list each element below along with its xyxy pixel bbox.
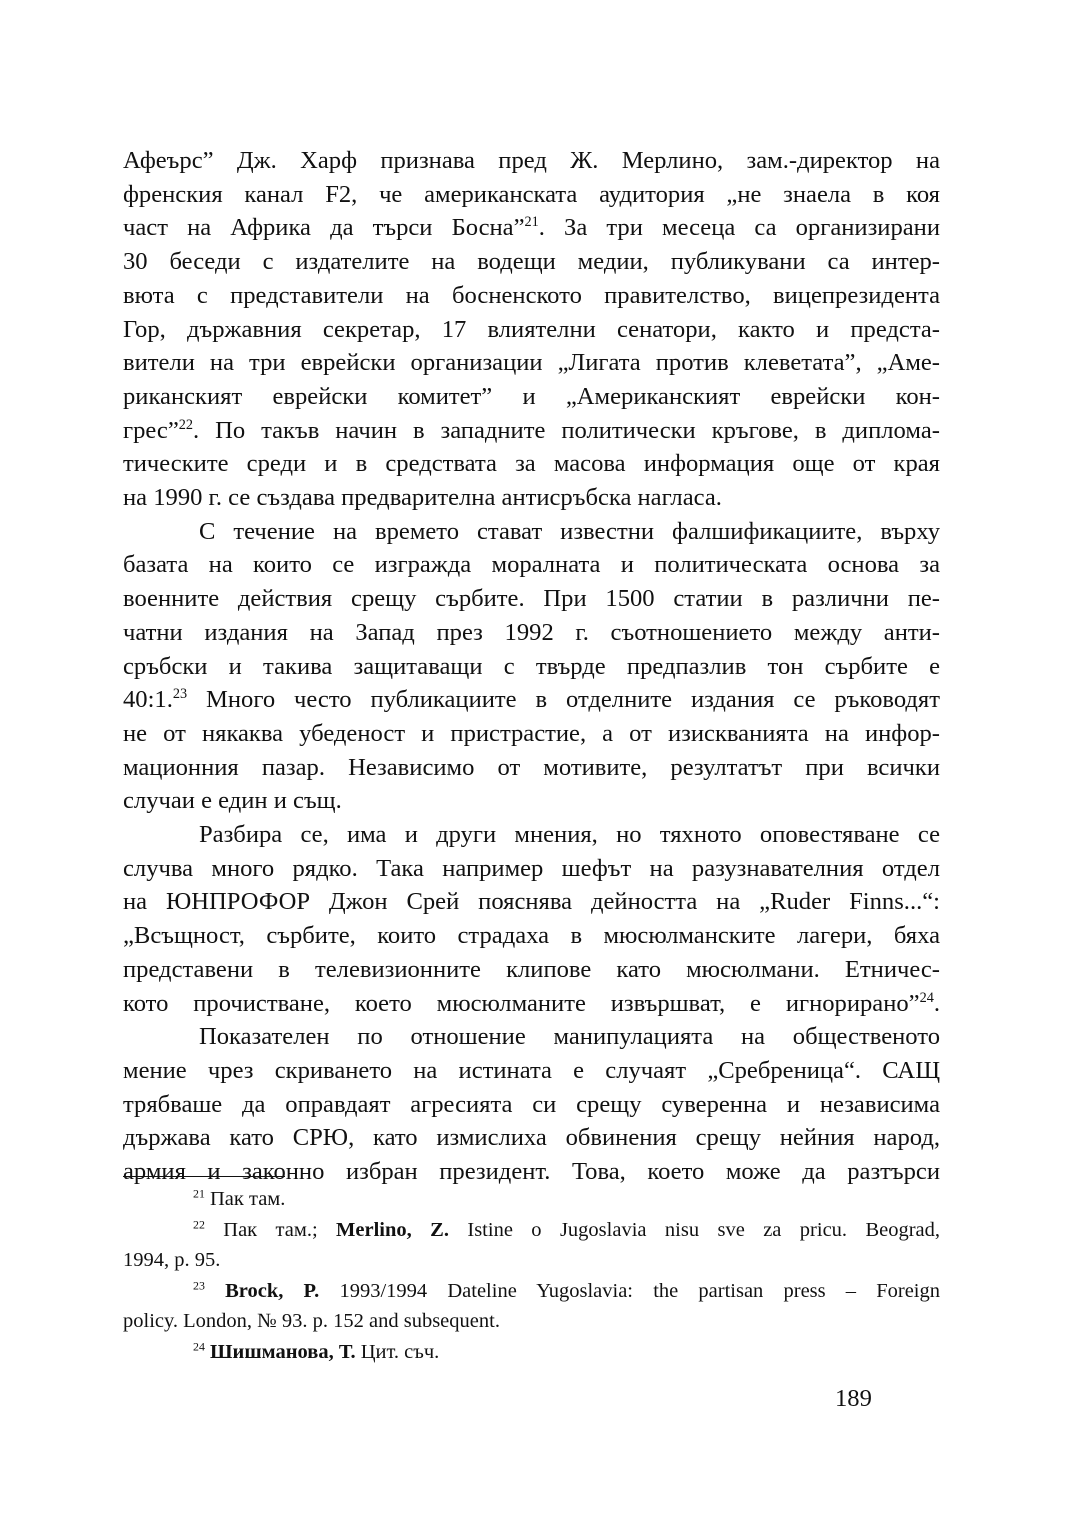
footnote-text: Цит. съч.: [355, 1340, 440, 1363]
body-text: [123, 144, 940, 1189]
footnote-divider: [123, 1176, 285, 1177]
page-number: 189: [835, 1385, 872, 1412]
text-line: риканският еврейски комитет” и „Американският еврейски кон-: [123, 382, 940, 410]
text-segment: .: [933, 989, 940, 1017]
text-line: Показателен по отношение манипулацията на общественото: [199, 1023, 940, 1051]
text-line: на 1990 г. се създава предварителна антисръбска нагласа.: [123, 484, 722, 512]
text-line: военните действия срещу сърбите. При 1500 статии в различни пе-: [123, 585, 940, 613]
text-line: случва много рядко. Така например шефът на разузнавателния отдел: [123, 854, 940, 882]
text-segment: . По такъв начин в западните политически кръгове, в дипломa-: [193, 416, 940, 444]
text-line: „Всъщност, сърбите, които страдаха в мюсюлманските лагери, бяха: [123, 922, 940, 950]
footnote-24: [123, 1337, 940, 1368]
footnote-22-continued: 1994, p. 95.: [123, 1249, 221, 1272]
footnotes: [123, 1184, 940, 1368]
text-line: [123, 414, 940, 448]
text-line: мение чрез скриването на истината е случаят „Сребреница“. САЩ: [123, 1056, 940, 1084]
text-line: случаи е един и същ.: [123, 787, 342, 815]
text-segment: част на Африка да търси Босна”: [123, 214, 525, 242]
footnote-23-continued: policy. London, № 93. p. 152 and subsequent.: [123, 1310, 500, 1333]
footnote-number: 24: [193, 1339, 205, 1354]
footnote-text: Istine o Jugoslavia nisu sve za pricu. Beograd,: [448, 1218, 941, 1241]
text-line: Афеърс” Дж. Харф признава пред Ж. Мерлино, зам.-директор на: [123, 147, 940, 174]
text-segment: кото прочистване, което мюсюлманите извършват, е игнорирано”: [123, 989, 920, 1017]
text-line: [123, 211, 940, 245]
text-line: 30 беседи с издателите на водещи медии, публикувани са интер-: [123, 248, 940, 276]
text-segment: грес”: [123, 416, 179, 444]
text-segment: . За три месеца са организирани: [538, 214, 940, 242]
text-line: С течение на времето стават известни фалшификациите, върху: [199, 517, 940, 545]
footnote-number: 22: [193, 1217, 205, 1232]
text-line: Разбира се, има и други мнения, но тяхното оповестяване се: [199, 821, 940, 849]
text-line: представени в телевизионните клипове като мюсюлмани. Етничес-: [123, 955, 940, 983]
text-segment: Много често публикациите в отделните издания се ръководят: [187, 686, 940, 714]
text-line: вители на три еврейски организации „Лигата против клеветата”, „Аме-: [123, 349, 940, 377]
text-line: армия и законно избран президент. Това, което може да разтърси: [123, 1158, 940, 1186]
text-line: базата на които се изгражда моралната и политическата основа за: [123, 551, 940, 579]
text-line: [123, 987, 940, 1021]
footnote-number: 23: [193, 1278, 205, 1293]
text-line: чатни издания на Запад през 1992 г. съотношението между анти-: [123, 618, 940, 646]
footnote-number: 21: [193, 1186, 205, 1201]
footnote-22: [123, 1215, 940, 1246]
text-line: не от някаква убеденост и пристрастие, а от изискванията на инфор-: [123, 719, 940, 747]
footnote-23: [123, 1276, 940, 1307]
footnote-author: Шишманова, Т.: [210, 1340, 356, 1363]
footnote-text: 1993/1994 Dateline Yugoslavia: the partisan press – Foreign: [319, 1279, 941, 1302]
text-line: трябваше да оправдаят агресията си срещу суверенна и независима: [123, 1090, 940, 1118]
text-line: Гор, държавния секретар, 17 влиятелни сенатори, както и предста-: [123, 315, 940, 343]
footnote-author: Merlino, Z.: [336, 1218, 449, 1241]
text-line: държава като СРЮ, като измислиха обвинения срещу нейния народ,: [123, 1124, 940, 1152]
footnote-text: Пак там.: [210, 1188, 286, 1210]
text-line: сръбски и такива защитаващи с твърде предпазлив тон сърбите е: [123, 652, 940, 680]
footnote-ref-22[interactable]: 22: [178, 416, 193, 433]
text-line: тическите среди и в средствата за масова информация още от края: [123, 450, 940, 478]
footnote-ref-24[interactable]: 24: [919, 989, 934, 1006]
text-line: [123, 683, 940, 717]
footnote-text: Пак там.;: [223, 1218, 337, 1241]
text-segment: 40:1.: [123, 686, 173, 714]
footnote-ref-23[interactable]: 23: [172, 686, 188, 703]
footnote-21: [123, 1184, 940, 1215]
footnote-ref-21[interactable]: 21: [524, 214, 539, 231]
text-line: френския канал F2, че американската аудитория „не знаела в коя: [123, 180, 940, 208]
text-line: вюта с представители на босненското правителство, вицепрезидента: [123, 281, 940, 309]
text-line: мационния пазар. Независимо от мотивите, резултатът при всички: [123, 753, 940, 781]
footnote-author: Brock, P.: [225, 1279, 320, 1302]
text-line: на ЮНПРОФОР Джон Срей пояснява дейността на „Ruder Finns...“:: [123, 888, 940, 916]
